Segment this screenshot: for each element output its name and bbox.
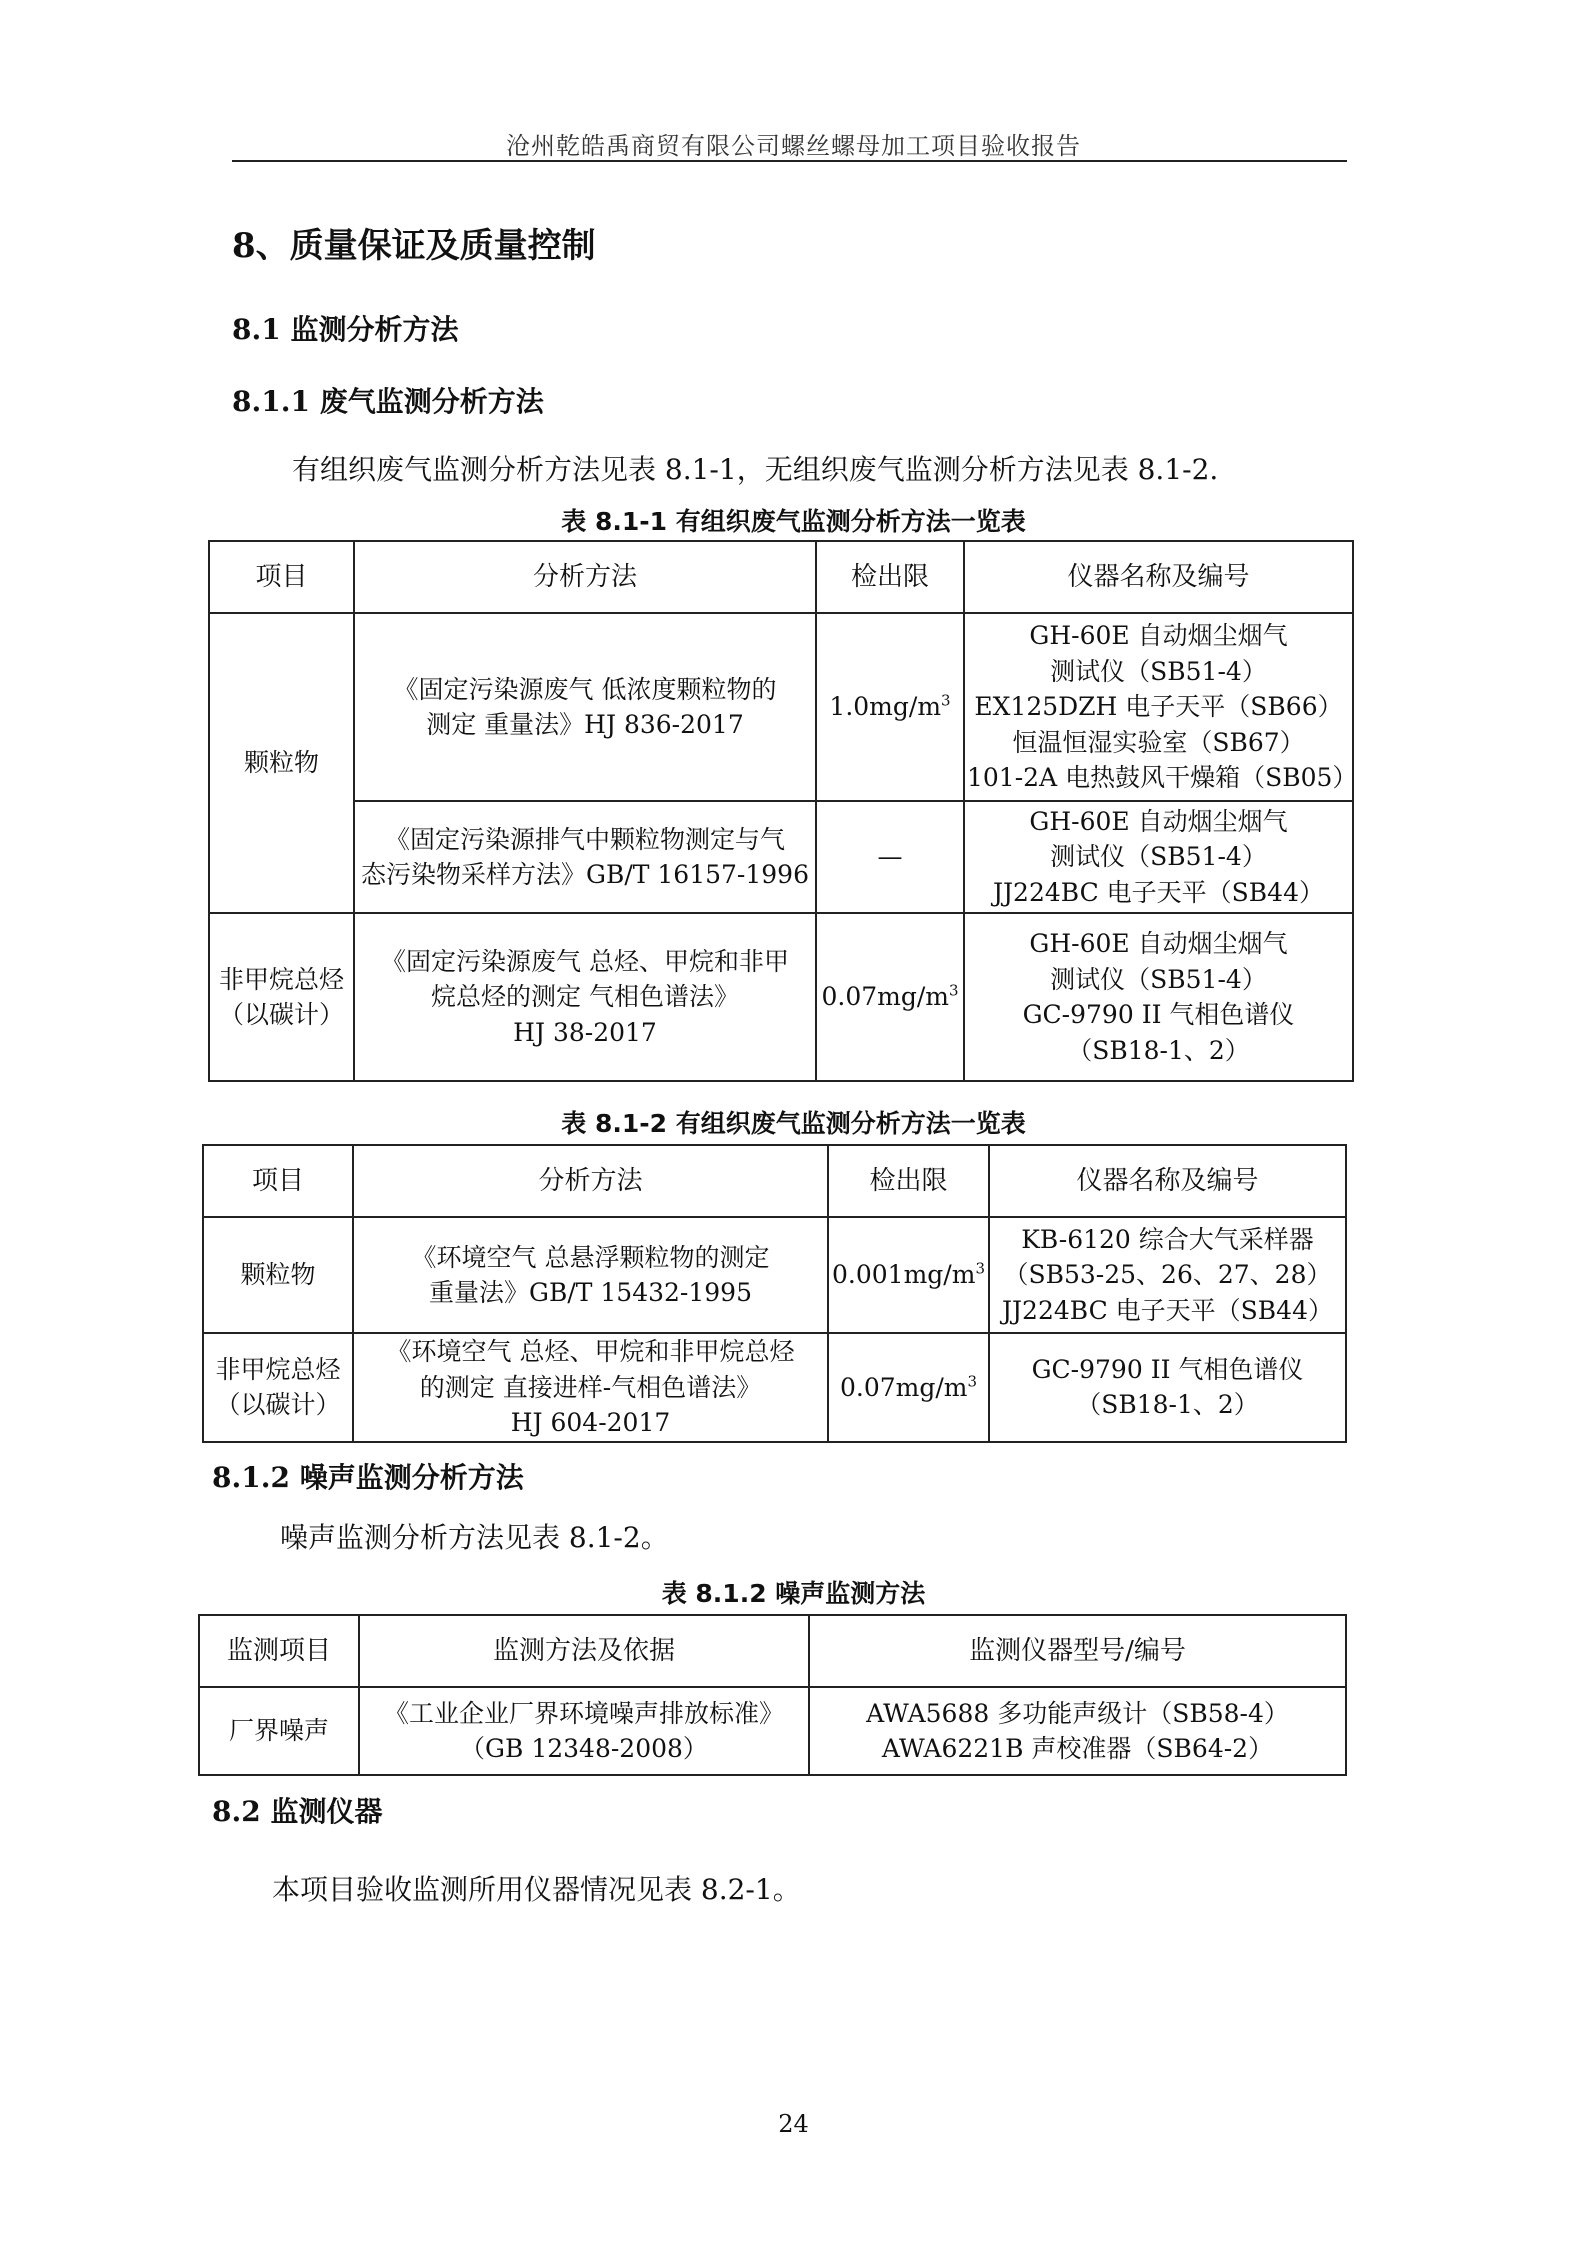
- instrument-line: JJ224BC 电子天平（SB44）: [1002, 1295, 1333, 1325]
- method-line: 重量法》GB/T 15432-1995: [429, 1278, 752, 1307]
- item-line: （以碳计）: [218, 1000, 344, 1029]
- instrument-line: AWA6221B 声校准器（SB64-2）: [881, 1734, 1274, 1763]
- header-limit: 检出限: [828, 1145, 989, 1217]
- instrument-line: 测试仪（SB51-4）: [1050, 842, 1267, 872]
- method-line: 《固定污染源废气 总烃、甲烷和非甲: [381, 946, 789, 976]
- header-limit: 检出限: [816, 541, 964, 613]
- table-8-1-2-caption: 表 8.1-2 有组织废气监测分析方法一览表: [561, 1109, 1026, 1138]
- table-noise: [198, 1614, 1347, 1776]
- section-8-1-2-heading: 8.1.2 噪声监测分析方法: [212, 1461, 524, 1494]
- section-8-2-intro: 本项目验收监测所用仪器情况见表 8.2-1。: [272, 1873, 801, 1906]
- cell-method: [354, 801, 816, 913]
- table-row: [209, 613, 1353, 801]
- method-line: 的测定 直接进样-气相色谱法》: [419, 1372, 762, 1402]
- header-divider: [232, 160, 1347, 162]
- table-row: [203, 1217, 1346, 1333]
- cell-limit: [816, 913, 964, 1081]
- header-item: 监测项目: [199, 1615, 359, 1687]
- instrument-line: 恒温恒湿实验室（SB67）: [1012, 727, 1305, 757]
- item-line: 非甲烷总烃: [218, 964, 344, 994]
- header-instrument: 仪器名称及编号: [989, 1145, 1346, 1217]
- method-line: 测定 重量法》HJ 836-2017: [426, 710, 744, 739]
- limit-value: 0.001mg/m: [832, 1260, 976, 1290]
- method-line: 《固定污染源废气 低浓度颗粒物的: [393, 674, 777, 704]
- header-method: 分析方法: [354, 541, 816, 613]
- table-header-row: [203, 1145, 1346, 1217]
- instrument-line: AWA5688 多功能声级计（SB58-4）: [866, 1698, 1289, 1728]
- instrument-line: EX125DZH 电子天平（SB66）: [974, 692, 1343, 722]
- limit-superscript: 3: [967, 1372, 978, 1391]
- table-row: [199, 1687, 1346, 1775]
- page-number: 24: [778, 2110, 809, 2138]
- header-method: 分析方法: [353, 1145, 828, 1217]
- method-line: 《环境空气 总烃、甲烷和非甲烷总烃: [386, 1337, 795, 1366]
- table-row: [209, 801, 1353, 913]
- instrument-line: GH-60E 自动烟尘烟气: [1029, 806, 1288, 836]
- instrument-line: KB-6120 综合大气采样器: [1021, 1224, 1314, 1254]
- cell-item: [209, 913, 354, 1081]
- table-8-1-2: [202, 1144, 1347, 1443]
- instrument-line: 测试仪（SB51-4）: [1050, 964, 1267, 994]
- section-8-2-heading: 8.2 监测仪器: [212, 1795, 383, 1828]
- section-8-heading: 8、质量保证及质量控制: [232, 226, 596, 266]
- header-method: 监测方法及依据: [359, 1615, 809, 1687]
- limit-superscript: 3: [975, 1259, 985, 1278]
- method-line: 《环境空气 总悬浮颗粒物的测定: [411, 1242, 770, 1272]
- instrument-line: GC-9790 II 气相色谱仪: [1031, 1354, 1304, 1384]
- table-8-1-2-noise-caption: 表 8.1.2 噪声监测方法: [661, 1579, 926, 1608]
- instrument-line: GH-60E 自动烟尘烟气: [1029, 621, 1288, 651]
- instrument-line: GH-60E 自动烟尘烟气: [1029, 929, 1288, 958]
- table-8-1-1-caption: 表 8.1-1 有组织废气监测分析方法一览表: [561, 507, 1026, 536]
- cell-item: [203, 1333, 353, 1442]
- header-item: 项目: [203, 1145, 353, 1217]
- method-line: （GB 12348-2008）: [460, 1734, 708, 1763]
- section-8-1-heading: 8.1 监测分析方法: [232, 313, 459, 346]
- method-line: 《固定污染源排气中颗粒物测定与气: [384, 824, 785, 854]
- cell-method: [353, 1217, 828, 1333]
- instrument-line: （SB18-1、2）: [1067, 1035, 1250, 1065]
- instrument-line: （SB18-1、2）: [1076, 1390, 1259, 1420]
- limit-value: 0.07mg/m: [821, 982, 949, 1012]
- cell-method: [353, 1333, 828, 1442]
- table-row: [209, 913, 1353, 1081]
- cell-limit: [816, 613, 964, 801]
- limit-superscript: 3: [948, 981, 959, 1000]
- method-line: 《工业企业厂界环境噪声排放标准》: [383, 1698, 784, 1728]
- table-header-row: [199, 1615, 1346, 1687]
- cell-limit: [828, 1333, 989, 1442]
- cell-instruments: [809, 1687, 1346, 1775]
- method-line: 烷总烃的测定 气相色谱法》: [431, 982, 739, 1012]
- cell-item: 颗粒物: [203, 1217, 353, 1333]
- cell-instruments: [989, 1217, 1346, 1333]
- section-8-1-1-intro: 有组织废气监测分析方法见表 8.1-1，无组织废气监测分析方法见表 8.1-2.: [292, 453, 1219, 486]
- cell-item: 厂界噪声: [199, 1687, 359, 1775]
- method-line: HJ 38-2017: [513, 1017, 657, 1047]
- table-header-row: [209, 541, 1353, 613]
- table-row: [203, 1333, 1346, 1442]
- cell-method: [354, 913, 816, 1081]
- cell-limit: [828, 1217, 989, 1333]
- cell-instruments: [989, 1333, 1346, 1442]
- cell-instruments: [964, 801, 1353, 913]
- item-line: 非甲烷总烃: [215, 1354, 341, 1384]
- header-instrument: 仪器名称及编号: [964, 541, 1353, 613]
- section-8-1-2-intro: 噪声监测分析方法见表 8.1-2。: [280, 1521, 669, 1554]
- header-item: 项目: [209, 541, 354, 613]
- method-line: HJ 604-2017: [510, 1408, 671, 1437]
- limit-value: 0.07mg/m: [839, 1372, 968, 1402]
- cell-limit: —: [816, 801, 964, 913]
- instrument-line: 101-2A 电热鼓风干燥箱（SB05）: [967, 763, 1358, 793]
- cell-item: 颗粒物: [209, 613, 354, 913]
- instrument-line: JJ224BC 电子天平（SB44）: [993, 877, 1324, 907]
- section-8-1-1-heading: 8.1.1 废气监测分析方法: [232, 385, 544, 418]
- instrument-line: 测试仪（SB51-4）: [1050, 656, 1267, 686]
- instrument-line: GC-9790 II 气相色谱仪: [1022, 1000, 1295, 1029]
- cell-instruments: [964, 613, 1358, 801]
- instrument-line: （SB53-25、26、27、28）: [1003, 1260, 1332, 1290]
- limit-superscript: 3: [941, 691, 951, 710]
- header-instrument: 监测仪器型号/编号: [809, 1615, 1346, 1687]
- cell-method: [354, 613, 816, 801]
- table-8-1-1: [208, 540, 1358, 1082]
- report-header-title: 沧州乾皓禹商贸有限公司螺丝螺母加工项目验收报告: [506, 132, 1081, 160]
- cell-instruments: [964, 913, 1353, 1081]
- limit-value: 1.0mg/m: [829, 692, 942, 722]
- item-line: （以碳计）: [215, 1390, 341, 1420]
- method-line: 态污染物采样方法》GB/T 16157-1996: [361, 860, 809, 889]
- cell-method: [359, 1687, 809, 1775]
